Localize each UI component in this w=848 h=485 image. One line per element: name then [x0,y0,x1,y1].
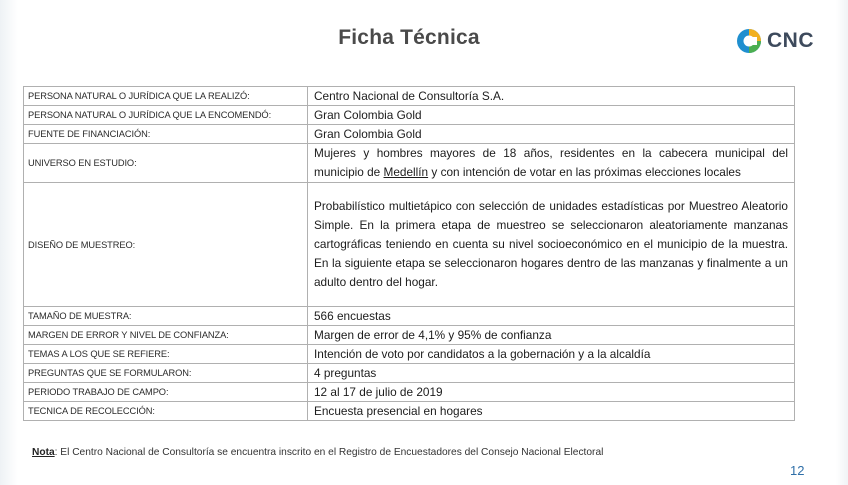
row-value: Intención de voto por candidatos a la gobernación y a la alcaldía [308,345,795,364]
table-row [24,383,795,402]
row-label: TECNICA DE RECOLECCIÓN: [24,402,308,421]
cnc-logo [736,27,814,55]
row-value: Gran Colombia Gold [308,125,795,144]
row-label: DISEÑO DE MUESTREO: [24,183,308,307]
table-row [24,307,795,326]
page-number: 12 [790,463,805,478]
row-value: 566 encuestas [308,307,795,326]
row-label: PERSONA NATURAL O JURÍDICA QUE LA ENCOMENDÓ: [24,106,308,125]
table-row [24,106,795,125]
technical-sheet-table [23,86,795,421]
table-row [24,402,795,421]
left-edge-decoration [0,0,18,485]
table-row [24,345,795,364]
row-label: PREGUNTAS QUE SE FORMULARON: [24,364,308,383]
footnote [32,447,603,458]
row-value: Gran Colombia Gold [308,106,795,125]
row-label: FUENTE DE FINANCIACIÓN: [24,125,308,144]
row-label: TAMAÑO DE MUESTRA: [24,307,308,326]
row-label: PERSONA NATURAL O JURÍDICA QUE LA REALIZÓ: [24,87,308,106]
table-row [24,87,795,106]
row-label: TEMAS A LOS QUE SE REFIERE: [24,345,308,364]
table-row [24,364,795,383]
table-row [24,144,795,183]
right-edge-decoration [836,0,848,485]
row-value: Probabilístico multietápico con selección de unidades estadísticas por Muestreo Aleatorio Simple. En la primera etapa de muestreo se seleccionaron aleatoriamente manzanas cartográficas teniendo en cuenta su nivel socioeconómico en el municipio de la muestra. En la siguiente etapa se seleccionaron hogares dentro de las manzanas y finalmente a un adulto dentro del hogar. [308,183,795,307]
table-row [24,183,795,307]
logo-text: CNC [767,29,814,52]
row-value: Margen de error de 4,1% y 95% de confianza [308,326,795,345]
row-label: UNIVERSO EN ESTUDIO: [24,144,308,183]
note-text: : El Centro Nacional de Consultoría se encuentra inscrito en el Registro de Encuestadores del Consejo Nacional Electoral [54,447,604,458]
row-value: Encuesta presencial en hogares [308,402,795,421]
row-value: 4 preguntas [308,364,795,383]
row-value: Centro Nacional de Consultoría S.A. [308,87,795,106]
municipality-link: Medellín [383,165,429,179]
note-label: Nota [32,447,55,458]
cnc-logo-mark-icon [736,28,762,54]
value-text: y con intención de votar en las próximas elecciones locales [428,165,741,179]
row-value: 12 al 17 de julio de 2019 [308,383,795,402]
row-value [308,144,795,183]
page-title: Ficha Técnica [338,26,480,49]
value-text: Mujeres y hombres mayores de 18 años, residentes en la cabecera municipal del municipio de [314,146,788,179]
table-row [24,326,795,345]
row-label: MARGEN DE ERROR Y NIVEL DE CONFIANZA: [24,326,308,345]
table-row [24,125,795,144]
row-label: PERIODO TRABAJO DE CAMPO: [24,383,308,402]
